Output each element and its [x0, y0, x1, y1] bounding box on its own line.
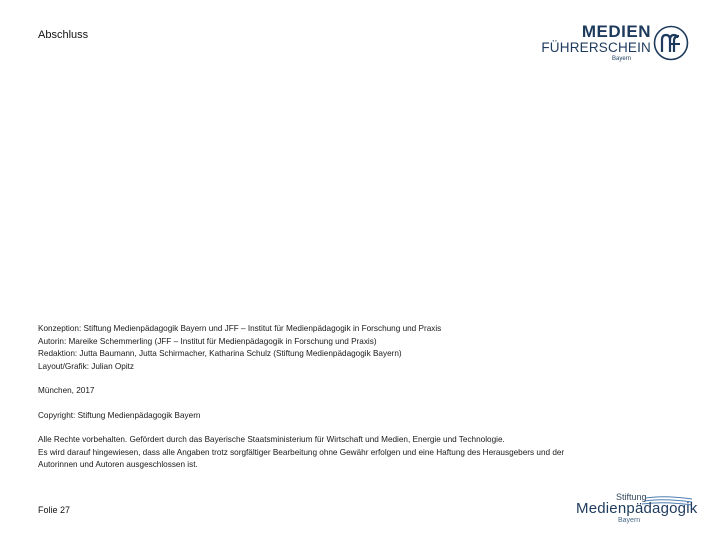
credit-hinweis-1: Es wird darauf hingewiesen, dass alle Angaben trotz sorgfältiger Bearbeitung ohne Gewähr erfolgen und eine Haftung des Herausgebers und der	[38, 447, 565, 457]
credit-hinweis-2: Autorinnen und Autoren ausgeschlossen ist.	[38, 460, 198, 469]
credit-layout: Layout/Grafik: Julian Opitz	[38, 361, 135, 371]
medienfuehrerschein-wordmark	[541, 24, 651, 63]
credit-ort-datum: München, 2017	[38, 386, 95, 395]
logo-line-bayern: Bayern	[611, 56, 631, 62]
credit-copyright: Copyright: Stiftung Medienpädagogik Bayern	[38, 410, 201, 420]
logo-line-medienpaedagogik: Medienpädagogik	[576, 500, 698, 517]
logo-line-bayern-bottom: Bayern	[618, 517, 641, 524]
logo-line-fuehrerschein: FÜHRERSCHEIN	[541, 40, 651, 55]
page-title: Abschluss	[38, 29, 89, 41]
medienfuehrerschein-emblem-icon	[653, 25, 689, 61]
credit-autorin: Autorin: Mareike Schemmerling (JFF – Institut für Medienpädagogik in Forschung und Praxis)	[38, 336, 377, 346]
credit-konzeption: Konzeption: Stiftung Medienpädagogik Bayern und JFF – Institut für Medienpädagogik in Forschung und Praxis	[38, 324, 442, 333]
medienfuehrerschein-logo	[541, 24, 691, 64]
slide-number: Folie 27	[38, 505, 71, 515]
credits-block	[38, 323, 678, 472]
logo-line-medien: MEDIEN	[581, 22, 651, 41]
logo-line-stiftung: Stiftung	[616, 492, 647, 502]
stiftung-medienpaedagogik-logo	[576, 492, 698, 528]
credit-rechte: Alle Rechte vorbehalten. Gefördert durch das Bayerische Staatsministerium für Wirtschaft und Medien, Energie und Technologie.	[38, 435, 505, 444]
credit-redaktion: Redaktion: Jutta Baumann, Jutta Schirmacher, Katharina Schulz (Stiftung Medienpädagogik Bayern)	[38, 349, 402, 358]
